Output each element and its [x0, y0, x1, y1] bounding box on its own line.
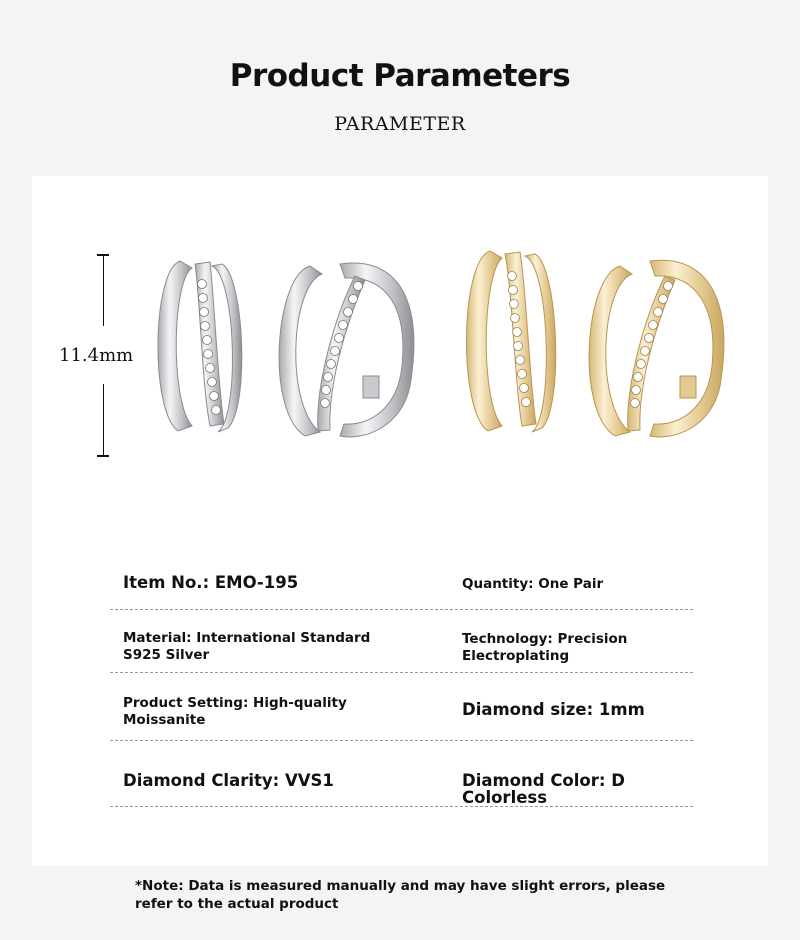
product-setting: Product Setting: High-quality Moissanite	[123, 695, 347, 728]
param-row	[110, 560, 693, 610]
diamond-clarity: Diamond Clarity: VVS1	[123, 771, 334, 790]
technology: Technology: Precision Electroplating	[462, 631, 628, 664]
item-number: Item No.: EMO-195	[123, 573, 299, 592]
param-row	[110, 673, 693, 741]
size-label: 11.4mm	[59, 345, 134, 366]
silver-earring-side	[279, 263, 414, 437]
earrings-image	[140, 236, 740, 446]
param-row	[110, 741, 693, 807]
gold-earring-front	[466, 251, 555, 432]
param-row	[110, 610, 693, 673]
disclaimer-note: *Note: Data is measured manually and may have slight errors, please refer to the actual product	[135, 878, 666, 912]
diamond-size: Diamond size: 1mm	[462, 700, 645, 719]
gold-earring-side	[589, 260, 724, 437]
page-title: Product Parameters	[229, 58, 571, 94]
material: Material: International Standard S925 Silver	[123, 630, 371, 663]
quantity: Quantity: One Pair	[462, 576, 604, 592]
diamond-color: Diamond Color: D Colorless	[462, 771, 625, 807]
page-subtitle: PARAMETER	[334, 113, 466, 135]
silver-earring-front	[158, 261, 242, 432]
